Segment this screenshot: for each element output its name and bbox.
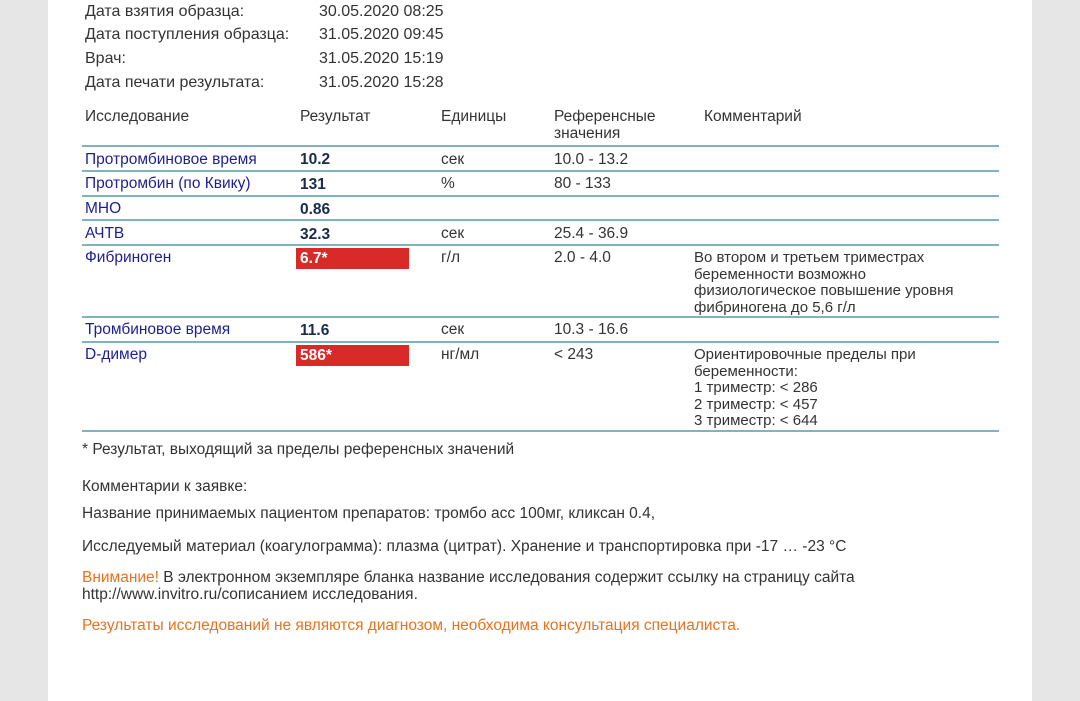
result-inr: 0.86 (300, 201, 331, 218)
ref-prothrombin-quick: 80 - 133 (554, 175, 611, 192)
test-name-fibrinogen[interactable]: Фибриноген (85, 249, 172, 266)
row-divider (82, 316, 999, 318)
table-header-rule (82, 145, 999, 147)
meta-value-sample-taken: 30.05.2020 08:25 (319, 3, 444, 20)
units-fibrinogen: г/л (441, 249, 461, 266)
comment-line: Во втором и третьем триместрах (694, 249, 925, 266)
meta-label-doctor: Врач: (85, 50, 126, 67)
meta-label-print-date: Дата печати результата: (85, 74, 265, 91)
units-thrombin-time: сек (441, 321, 465, 338)
result-prothrombin-quick: 131 (300, 176, 326, 193)
row-divider (82, 195, 999, 197)
row-divider (82, 244, 999, 246)
header-result: Результат (300, 108, 371, 125)
units-aptt: сек (441, 225, 465, 242)
notice-label: Внимание! (82, 569, 159, 586)
result-thrombin-time: 11.6 (300, 322, 330, 339)
units-prothrombin-quick: % (441, 175, 455, 192)
row-divider (82, 219, 999, 221)
material-line: Исследуемый материал (коагулограмма): плазма (цитрат). Хранение и транспортировка при -17 … -23 °C (82, 538, 847, 555)
result-prothrombin-time: 10.2 (300, 151, 331, 168)
comment-line: Ориентировочные пределы при (694, 346, 916, 363)
meta-value-print-date: 31.05.2020 15:28 (319, 74, 444, 91)
result-fibrinogen-flagged: 6.7* (296, 248, 409, 269)
meta-label-sample-taken: Дата взятия образца: (85, 3, 245, 20)
comment-d-dimer (694, 347, 994, 430)
test-name-aptt[interactable]: АЧТВ (85, 225, 125, 242)
test-name-inr[interactable]: МНО (85, 200, 122, 217)
notice-text-end: описанием исследования. (229, 586, 418, 603)
header-reference-line2: значения (554, 125, 621, 142)
ref-aptt: 25.4 - 36.9 (554, 225, 629, 242)
notice-text: В электронном экземпляре бланка название исследования содержит ссылку на страницу сайта (163, 569, 855, 586)
units-prothrombin-time: сек (441, 151, 465, 168)
comment-fibrinogen (694, 250, 994, 316)
ref-thrombin-time: 10.3 - 16.6 (554, 321, 629, 338)
row-divider (82, 341, 999, 343)
header-comment: Комментарий (704, 108, 802, 125)
test-name-prothrombin-quick[interactable]: Протромбин (по Квику) (85, 175, 251, 192)
notice-line2 (82, 586, 418, 604)
meta-value-doctor: 31.05.2020 15:19 (319, 50, 444, 67)
units-d-dimer: нг/мл (441, 346, 480, 363)
test-name-d-dimer[interactable]: D-димер (85, 346, 147, 363)
test-name-thrombin-time[interactable]: Тромбиновое время (85, 321, 231, 338)
test-name-prothrombin-time[interactable]: Протромбиновое время (85, 151, 257, 168)
table-bottom-rule (82, 430, 999, 432)
comment-line: фибриногена до 5,6 г/л (694, 298, 856, 316)
comment-line: беременности возможно (694, 265, 866, 283)
comment-line: 1 триместр: < 286 (694, 379, 818, 396)
invitro-link[interactable]: http://www.invitro.ru/c (82, 586, 230, 603)
result-aptt: 32.3 (300, 226, 331, 243)
header-units: Единицы (441, 108, 507, 125)
header-reference-line1: Референсные (554, 108, 656, 125)
medications-line: Название принимаемых пациентом препаратов: тромбо асс 100мг, кликсан 0.4, (82, 505, 656, 522)
meta-label-sample-received: Дата поступления образца: (85, 26, 290, 43)
result-d-dimer-flagged: 586* (296, 345, 409, 366)
notice-line1 (82, 569, 855, 587)
comment-line: 3 триместр: < 644 (694, 412, 818, 429)
ref-d-dimer: < 243 (554, 346, 594, 363)
comment-line: физиологическое повышение уровня (694, 282, 954, 299)
footnote: * Результат, выходящий за пределы референсных значений (82, 441, 515, 458)
disclaimer: Результаты исследований не являются диагнозом, необходима консультация специалиста. (82, 617, 741, 634)
comments-title: Комментарии к заявке: (82, 478, 248, 495)
comment-line: беременности: (694, 362, 798, 380)
meta-value-sample-received: 31.05.2020 09:45 (319, 26, 444, 43)
header-test: Исследование (85, 108, 190, 125)
comment-line: 2 триместр: < 457 (694, 395, 818, 413)
ref-prothrombin-time: 10.0 - 13.2 (554, 151, 629, 168)
row-divider (82, 170, 999, 172)
ref-fibrinogen: 2.0 - 4.0 (554, 249, 611, 266)
